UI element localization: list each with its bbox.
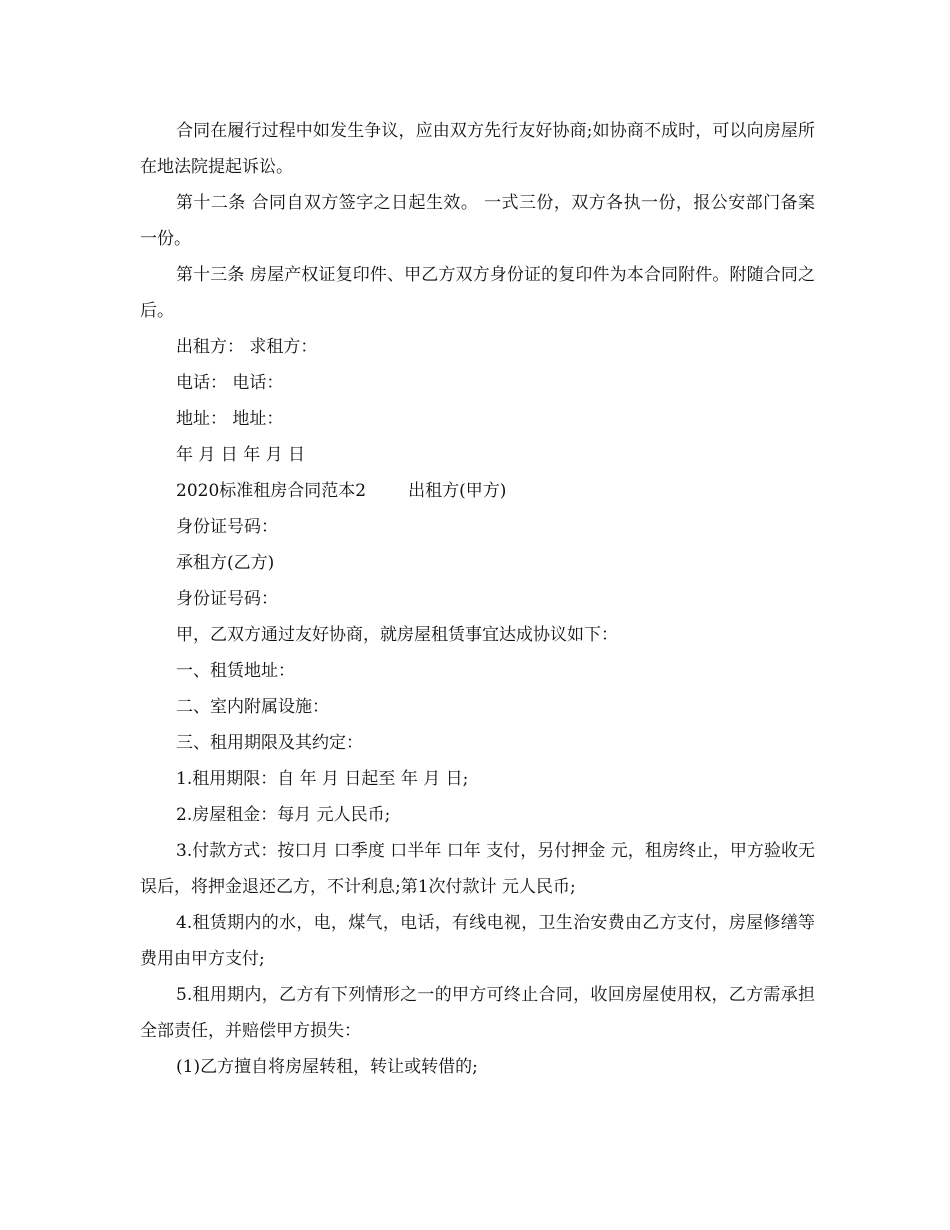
contract-heading-line — [140, 473, 815, 509]
section-term: 三、租用期限及其约定： — [176, 733, 363, 753]
lessee-id-number: 身份证号码： — [176, 589, 278, 609]
lessor-label: 出租方(甲方) — [408, 481, 507, 501]
document-body — [140, 113, 815, 1085]
agreement-intro: 甲，乙双方通过友好协商，就房屋租赁事宜达成协议如下： — [176, 625, 618, 645]
paragraph-dispute: 合同在履行过程中如发生争议，应由双方先行友好协商;如协商不成时，可以向房屋所在地法院提起诉讼。 — [140, 121, 815, 177]
clause-payment: 3.付款方式：按口月 口季度 口半年 口年 支付，另付押金 元，租房终止，甲方验收无误后，将押金退还乙方，不计利息;第1次付款计 元人民币; — [140, 841, 815, 897]
section-lease-address: 一、租赁地址： — [176, 661, 295, 681]
paragraph-article-12: 第十二条 合同自双方签字之日起生效。 一式三份，双方各执一份，报公安部门备案一份。 — [140, 193, 815, 249]
signature-phone: 电话： 电话： — [176, 373, 284, 393]
section-facilities: 二、室内附属设施： — [176, 697, 329, 717]
signature-date: 年 月 日 年 月 日 — [176, 445, 306, 465]
lessor-id-number: 身份证号码： — [176, 517, 278, 537]
contract-title: 2020标准租房合同范本2 — [176, 481, 367, 501]
signature-address: 地址： 地址： — [176, 409, 284, 429]
lessee-label: 承租方(乙方) — [176, 553, 275, 573]
clause-termination: 5.租用期内，乙方有下列情形之一的甲方可终止合同，收回房屋使用权，乙方需承担全部责任，并赔偿甲方损失： — [140, 985, 815, 1041]
signature-parties: 出租方： 求租方： — [176, 337, 318, 357]
clause-term-period: 1.租用期限：自 年 月 日起至 年 月 日; — [176, 769, 469, 789]
clause-rent: 2.房屋租金：每月 元人民币; — [176, 805, 391, 825]
clause-utilities: 4.租赁期内的水，电，煤气，电话，有线电视，卫生治安费由乙方支付，房屋修缮等费用由甲方支付; — [140, 913, 815, 969]
paragraph-article-13: 第十三条 房屋产权证复印件、甲乙方双方身份证的复印件为本合同附件。附随合同之后。 — [140, 265, 815, 321]
clause-sublet: (1)乙方擅自将房屋转租，转让或转借的; — [176, 1057, 478, 1077]
